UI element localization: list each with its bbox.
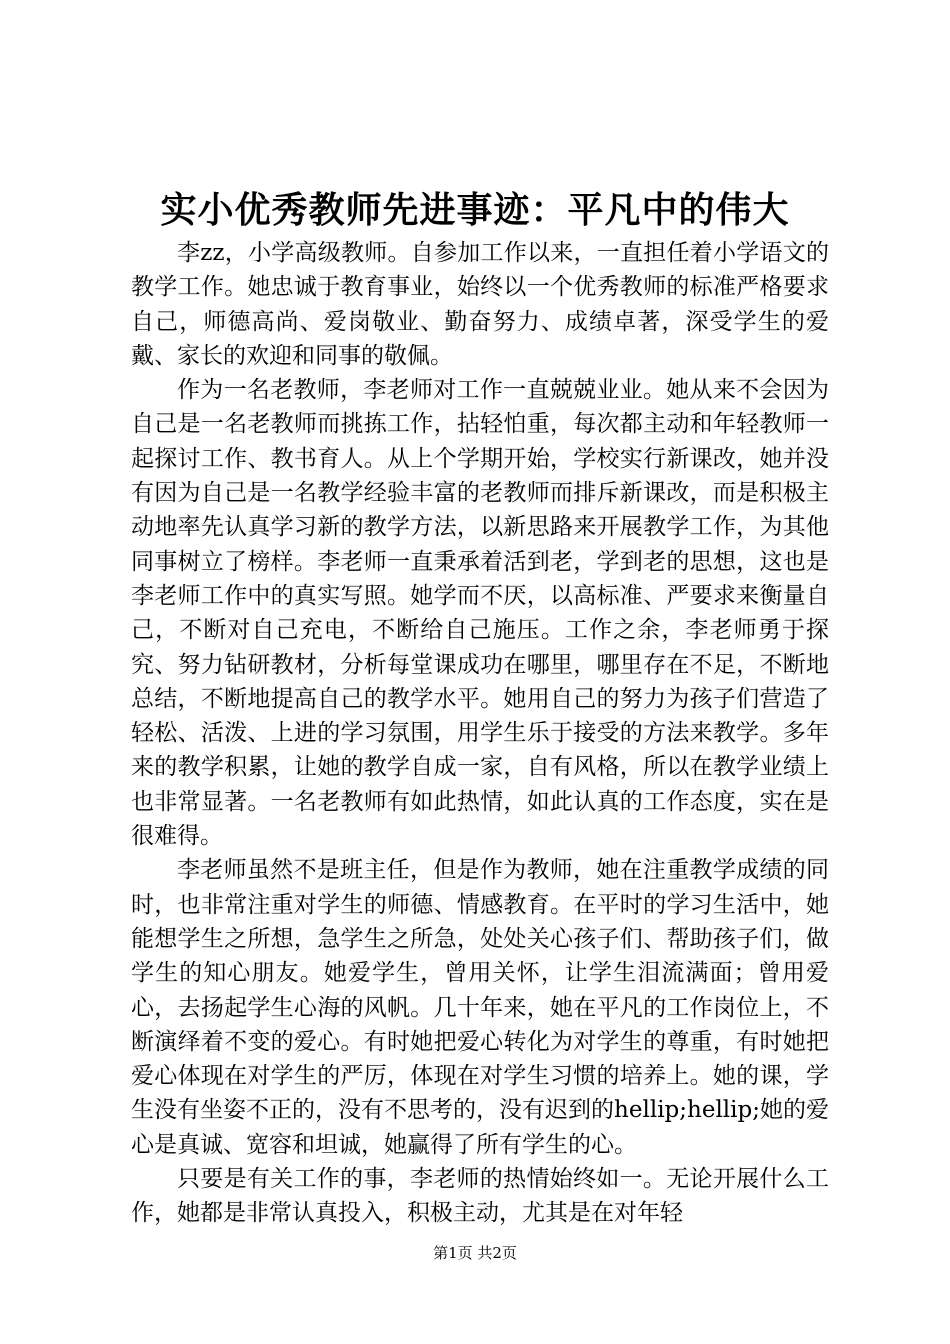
document-body xyxy=(131,236,829,1231)
paragraph: 李老师虽然不是班主任，但是作为教师，她在注重教学成绩的同时，也非常注重对学生的师德、情感教育。在平时的学习生活中，她能想学生之所想，急学生之所急，处处关心孩子们、帮助孩子们，做学生的知心朋友。她爱学生，曾用关怀，让学生泪流满面；曾用爱心，去扬起学生心海的风帆。几十年来，她在平凡的工作岗位上，不断演绎着不变的爱心。有时她把爱心转化为对学生的尊重，有时她把爱心体现在对学生的严厉，体现在对学生习惯的培养上。她的课，学生没有坐姿不正的，没有不思考的，没有迟到的hellip;hellip;她的爱心是真诚、宽容和坦诚，她赢得了所有学生的心。 xyxy=(131,857,829,1158)
paragraph: 作为一名老教师，李老师对工作一直兢兢业业。她从来不会因为自己是一名老教师而挑拣工作，拈轻怕重，每次都主动和年轻教师一起探讨工作、教书育人。从上个学期开始，学校实行新课改，她并没有因为自己是一名教学经验丰富的老教师而排斥新课改，而是积极主动地率先认真学习新的教学方法，以新思路来开展教学工作，为其他同事树立了榜样。李老师一直秉承着活到老，学到老的思想，这也是李老师工作中的真实写照。她学而不厌，以高标准、严要求来衡量自己，不断对自己充电，不断给自己施压。工作之余，李老师勇于探究、努力钻研教材，分析每堂课成功在哪里，哪里存在不足，不断地总结，不断地提高自己的教学水平。她用自己的努力为孩子们营造了轻松、活泼、上进的学习氛围，用学生乐于接受的方法来教学。多年来的教学积累，让她的教学自成一家，自有风格，所以在教学业绩上也非常显著。一名老教师有如此热情，如此认真的工作态度，实在是很难得。 xyxy=(131,377,829,850)
paragraph: 李zz，小学高级教师。自参加工作以来，一直担任着小学语文的教学工作。她忠诚于教育事业，始终以一个优秀教师的标准严格要求自己，师德高尚、爱岗敬业、勤奋努力、成绩卓著，深受学生的爱戴、家长的欢迎和同事的敬佩。 xyxy=(131,240,829,369)
paragraph: 只要是有关工作的事，李老师的热情始终如一。无论开展什么工作，她都是非常认真投入，积极主动，尤其是在对年轻 xyxy=(131,1166,829,1227)
page-footer: 第1页 共2页 xyxy=(433,1244,517,1262)
document-title: 实小优秀教师先进事迹：平凡中的伟大 xyxy=(160,189,790,231)
